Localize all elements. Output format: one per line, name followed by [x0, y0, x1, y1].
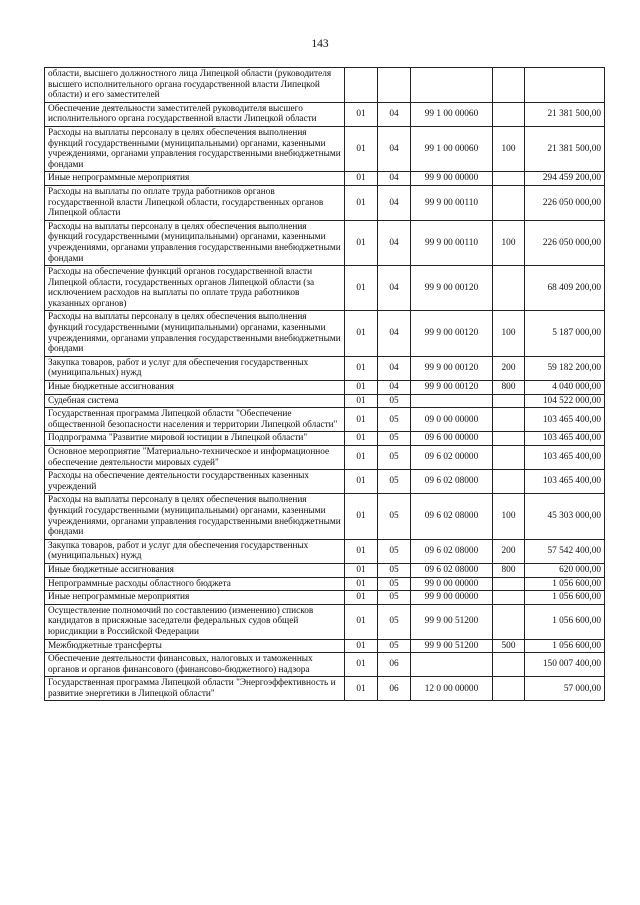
subsection-code-cell: 05: [378, 446, 411, 470]
page-number: 143: [311, 38, 329, 50]
amount-cell: [525, 68, 605, 103]
amount-cell: 1 056 600,00: [525, 577, 605, 591]
amount-cell: 103 465 400,00: [525, 408, 605, 432]
table-row: [45, 408, 605, 432]
expense-type-code-cell: 100: [493, 494, 525, 539]
expense-name-cell: Иные непрограммные мероприятия: [45, 591, 345, 605]
expense-name-cell: Иные бюджетные ассигнования: [45, 563, 345, 577]
subsection-code-cell: 04: [378, 381, 411, 395]
expense-type-code-cell: 800: [493, 381, 525, 395]
section-code-cell: 01: [345, 539, 378, 563]
table-row: [45, 494, 605, 539]
subsection-code-cell: 05: [378, 470, 411, 494]
section-code-cell: [345, 68, 378, 103]
target-item-code-cell: 09 0 00 00000: [411, 408, 493, 432]
amount-cell: 103 465 400,00: [525, 432, 605, 446]
table-row: [45, 172, 605, 186]
expense-type-code-cell: [493, 408, 525, 432]
subsection-code-cell: 05: [378, 539, 411, 563]
expense-name-cell: Расходы на обеспечение функций органов государственной власти Липецкой области, государственных органов Липецкой области (за исключением расходов на выплаты по оплате труда работников указанных органов): [45, 266, 345, 311]
subsection-code-cell: 05: [378, 408, 411, 432]
table-row: [45, 394, 605, 408]
expense-name-cell: Закупка товаров, работ и услуг для обеспечения государственных (муниципальных) нужд: [45, 539, 345, 563]
expense-type-code-cell: 100: [493, 126, 525, 171]
target-item-code-cell: 99 9 00 00110: [411, 185, 493, 220]
subsection-code-cell: [378, 68, 411, 103]
subsection-code-cell: 05: [378, 494, 411, 539]
amount-cell: 21 381 500,00: [525, 126, 605, 171]
table-row: [45, 356, 605, 380]
table-row: [45, 126, 605, 171]
section-code-cell: 01: [345, 591, 378, 605]
expense-type-code-cell: [493, 470, 525, 494]
subsection-code-cell: 06: [378, 677, 411, 701]
table-row: [45, 639, 605, 653]
expense-name-cell: Обеспечение деятельности финансовых, налоговых и таможенных органов и органов финансового (финансово-бюджетного) надзора: [45, 653, 345, 677]
expense-type-code-cell: [493, 577, 525, 591]
amount-cell: 5 187 000,00: [525, 311, 605, 356]
amount-cell: 620 000,00: [525, 563, 605, 577]
expense-name-cell: Иные непрограммные мероприятия: [45, 172, 345, 186]
target-item-code-cell: 09 6 02 08000: [411, 563, 493, 577]
table-row: [45, 381, 605, 395]
target-item-code-cell: [411, 394, 493, 408]
section-code-cell: 01: [345, 408, 378, 432]
section-code-cell: 01: [345, 563, 378, 577]
section-code-cell: 01: [345, 266, 378, 311]
target-item-code-cell: [411, 68, 493, 103]
section-code-cell: 01: [345, 394, 378, 408]
section-code-cell: 01: [345, 102, 378, 126]
subsection-code-cell: 04: [378, 126, 411, 171]
expense-type-code-cell: 200: [493, 539, 525, 563]
amount-cell: 57 542 400,00: [525, 539, 605, 563]
amount-cell: 150 007 400,00: [525, 653, 605, 677]
expense-type-code-cell: 800: [493, 563, 525, 577]
expense-name-cell: Непрограммные расходы областного бюджета: [45, 577, 345, 591]
table-row: [45, 470, 605, 494]
amount-cell: 21 381 500,00: [525, 102, 605, 126]
table-row: [45, 653, 605, 677]
amount-cell: 1 056 600,00: [525, 591, 605, 605]
expense-name-cell: Расходы на выплаты персоналу в целях обеспечения выполнения функций государственными (муниципальными) органами, казенными учреждениями, органами управления государственными внебюджетными фондами: [45, 126, 345, 171]
amount-cell: 59 182 200,00: [525, 356, 605, 380]
expense-name-cell: Расходы на обеспечение деятельности государственных казенных учреждений: [45, 470, 345, 494]
amount-cell: 103 465 400,00: [525, 470, 605, 494]
target-item-code-cell: [411, 653, 493, 677]
expense-name-cell: Расходы на выплаты персоналу в целях обеспечения выполнения функций государственными (муниципальными) органами, казенными учреждениями, органами управления государственными внебюджетными фондами: [45, 220, 345, 265]
amount-cell: 68 409 200,00: [525, 266, 605, 311]
expense-name-cell: Иные бюджетные ассигнования: [45, 381, 345, 395]
expense-name-cell: Расходы на выплаты персоналу в целях обеспечения выполнения функций государственными (муниципальными) органами, казенными учреждениями, органами управления государственными внебюджетными фондами: [45, 311, 345, 356]
amount-cell: 294 459 200,00: [525, 172, 605, 186]
subsection-code-cell: 04: [378, 311, 411, 356]
subsection-code-cell: 05: [378, 432, 411, 446]
amount-cell: 103 465 400,00: [525, 446, 605, 470]
target-item-code-cell: 99 9 00 00000: [411, 172, 493, 186]
subsection-code-cell: 05: [378, 394, 411, 408]
subsection-code-cell: 04: [378, 185, 411, 220]
target-item-code-cell: 99 9 00 51200: [411, 639, 493, 653]
target-item-code-cell: 09 6 02 00000: [411, 446, 493, 470]
table-row: [45, 539, 605, 563]
target-item-code-cell: 99 9 00 00110: [411, 220, 493, 265]
amount-cell: 45 303 000,00: [525, 494, 605, 539]
expense-type-code-cell: 500: [493, 639, 525, 653]
target-item-code-cell: 12 0 00 00000: [411, 677, 493, 701]
table-row: [45, 102, 605, 126]
table-row: [45, 185, 605, 220]
section-code-cell: 01: [345, 494, 378, 539]
target-item-code-cell: 99 9 00 51200: [411, 604, 493, 639]
target-item-code-cell: 99 9 00 00120: [411, 381, 493, 395]
subsection-code-cell: 04: [378, 356, 411, 380]
section-code-cell: 01: [345, 604, 378, 639]
subsection-code-cell: 05: [378, 639, 411, 653]
section-code-cell: 01: [345, 185, 378, 220]
expense-name-cell: Осуществление полномочий по составлению (изменению) списков кандидатов в присяжные заседатели федеральных судов общей юрисдикции в Российской Федерации: [45, 604, 345, 639]
target-item-code-cell: 99 9 00 00000: [411, 591, 493, 605]
section-code-cell: 01: [345, 356, 378, 380]
expense-type-code-cell: [493, 185, 525, 220]
amount-cell: 226 050 000,00: [525, 185, 605, 220]
target-item-code-cell: 99 1 00 00060: [411, 126, 493, 171]
expense-type-code-cell: [493, 653, 525, 677]
target-item-code-cell: 99 9 00 00120: [411, 356, 493, 380]
target-item-code-cell: 09 6 02 08000: [411, 494, 493, 539]
budget-table-body: [45, 68, 605, 701]
expense-type-code-cell: 100: [493, 220, 525, 265]
expense-name-cell: Судебная система: [45, 394, 345, 408]
section-code-cell: 01: [345, 677, 378, 701]
table-row: [45, 591, 605, 605]
section-code-cell: 01: [345, 172, 378, 186]
section-code-cell: 01: [345, 446, 378, 470]
expense-type-code-cell: 200: [493, 356, 525, 380]
table-row: [45, 266, 605, 311]
section-code-cell: 01: [345, 577, 378, 591]
expense-name-cell: Подпрограмма "Развитие мировой юстиции в Липецкой области": [45, 432, 345, 446]
expense-type-code-cell: [493, 68, 525, 103]
amount-cell: 1 056 600,00: [525, 639, 605, 653]
target-item-code-cell: 99 1 00 00060: [411, 102, 493, 126]
expense-name-cell: Расходы на выплаты по оплате труда работников органов государственной власти Липецкой области, государственных органов Липецкой области: [45, 185, 345, 220]
section-code-cell: 01: [345, 381, 378, 395]
amount-cell: 104 522 000,00: [525, 394, 605, 408]
section-code-cell: 01: [345, 220, 378, 265]
section-code-cell: 01: [345, 432, 378, 446]
subsection-code-cell: 05: [378, 604, 411, 639]
expense-type-code-cell: [493, 432, 525, 446]
table-row: [45, 604, 605, 639]
table-row: [45, 563, 605, 577]
expense-type-code-cell: [493, 102, 525, 126]
expense-name-cell: Закупка товаров, работ и услуг для обеспечения государственных (муниципальных) нужд: [45, 356, 345, 380]
target-item-code-cell: 09 6 00 00000: [411, 432, 493, 446]
target-item-code-cell: 99 9 00 00120: [411, 266, 493, 311]
table-row: [45, 677, 605, 701]
expense-type-code-cell: [493, 446, 525, 470]
expense-type-code-cell: [493, 172, 525, 186]
section-code-cell: 01: [345, 470, 378, 494]
target-item-code-cell: 99 0 00 00000: [411, 577, 493, 591]
expense-type-code-cell: [493, 591, 525, 605]
table-row: [45, 432, 605, 446]
expense-name-cell: Основное мероприятие "Материально-техническое и информационное обеспечение деятельности мировых судей": [45, 446, 345, 470]
target-item-code-cell: 09 6 02 08000: [411, 470, 493, 494]
expense-name-cell: Расходы на выплаты персоналу в целях обеспечения выполнения функций государственными (муниципальными) органами, казенными учреждениями, органами управления государственными внебюджетными фондами: [45, 494, 345, 539]
subsection-code-cell: 04: [378, 220, 411, 265]
expense-type-code-cell: [493, 677, 525, 701]
expense-name-cell: Межбюджетные трансферты: [45, 639, 345, 653]
expense-type-code-cell: [493, 604, 525, 639]
table-row: [45, 68, 605, 103]
target-item-code-cell: 09 6 02 08000: [411, 539, 493, 563]
amount-cell: 1 056 600,00: [525, 604, 605, 639]
subsection-code-cell: 04: [378, 102, 411, 126]
amount-cell: 4 040 000,00: [525, 381, 605, 395]
section-code-cell: 01: [345, 653, 378, 677]
section-code-cell: 01: [345, 639, 378, 653]
expense-name-cell: Обеспечение деятельности заместителей руководителя высшего исполнительного органа государственной власти Липецкой области: [45, 102, 345, 126]
expense-name-cell: Государственная программа Липецкой области "Обеспечение общественной безопасности населения и территории Липецкой области": [45, 408, 345, 432]
subsection-code-cell: 04: [378, 172, 411, 186]
subsection-code-cell: 06: [378, 653, 411, 677]
expense-name-cell: области, высшего должностного лица Липецкой области (руководителя высшего исполнительного органа государственной власти Липецкой области) и его заместителей: [45, 68, 345, 103]
subsection-code-cell: 05: [378, 563, 411, 577]
table-row: [45, 577, 605, 591]
subsection-code-cell: 05: [378, 577, 411, 591]
table-row: [45, 220, 605, 265]
target-item-code-cell: 99 9 00 00120: [411, 311, 493, 356]
subsection-code-cell: 05: [378, 591, 411, 605]
section-code-cell: 01: [345, 311, 378, 356]
expense-type-code-cell: 100: [493, 311, 525, 356]
amount-cell: 57 000,00: [525, 677, 605, 701]
expense-type-code-cell: [493, 266, 525, 311]
table-row: [45, 311, 605, 356]
expense-type-code-cell: [493, 394, 525, 408]
amount-cell: 226 050 000,00: [525, 220, 605, 265]
table-row: [45, 446, 605, 470]
section-code-cell: 01: [345, 126, 378, 171]
subsection-code-cell: 04: [378, 266, 411, 311]
budget-table: [44, 67, 605, 701]
expense-name-cell: Государственная программа Липецкой области "Энергоэффективность и развитие энергетики в Липецкой области": [45, 677, 345, 701]
